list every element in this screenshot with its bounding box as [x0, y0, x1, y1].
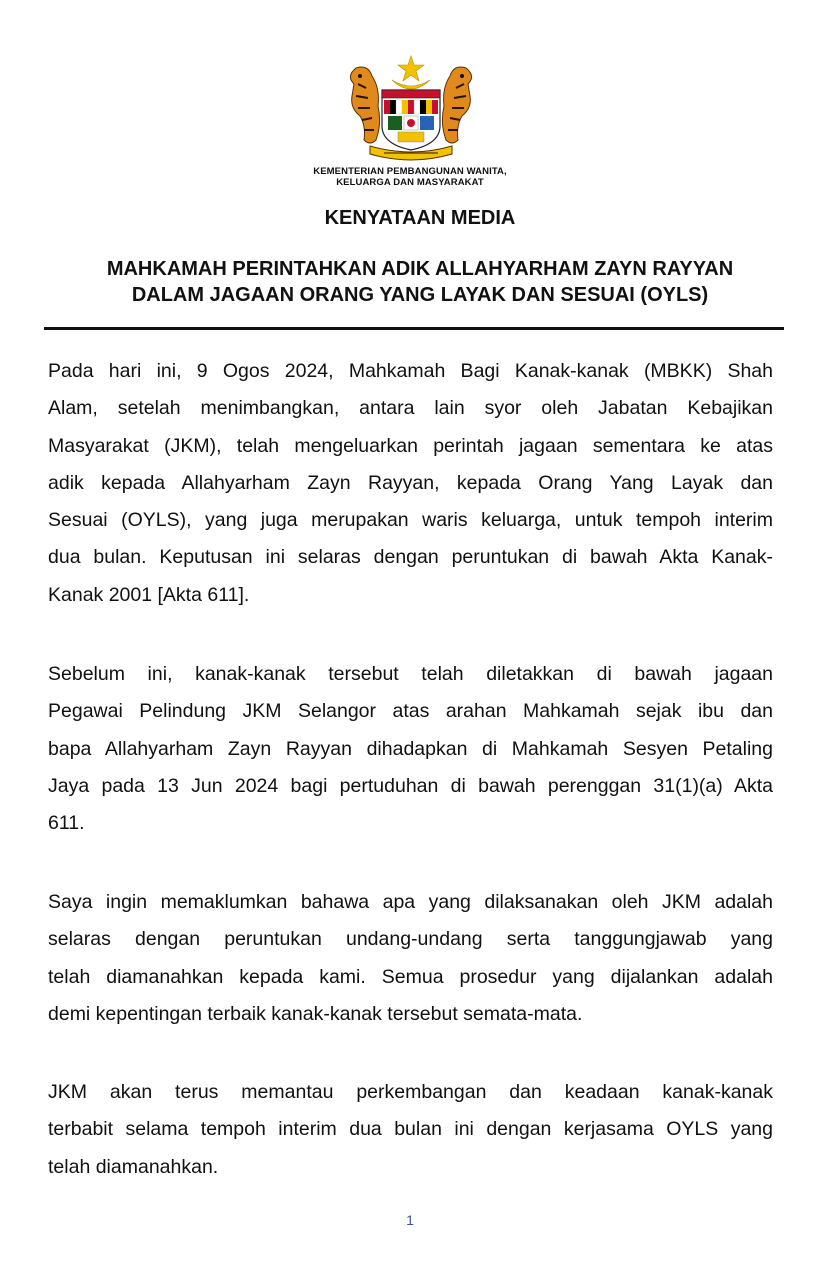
paragraph-line: demi kepentingan terbaik kanak-kanak tersebut semata-mata.	[48, 1002, 583, 1025]
paragraph-line: bapa Allahyarham Zayn Rayyan dihadapkan di Mahkamah Sesyen Petaling	[48, 737, 773, 760]
paragraph-line: Masyarakat (JKM), telah mengeluarkan perintah jagaan sementara ke atas	[48, 434, 773, 457]
page-number: 1	[406, 1212, 414, 1228]
paragraph-line: selaras dengan peruntukan undang-undang serta tanggungjawab yang	[48, 928, 773, 951]
headline-line-1: MAHKAMAH PERINTAHKAN ADIK ALLAHYARHAM ZAYN RAYYAN	[106, 258, 734, 280]
paragraph-1	[48, 353, 773, 614]
paragraph-line: telah diamanahkan.	[48, 1155, 219, 1178]
paragraph-line: telah diamanahkan kepada kami. Semua prosedur yang dijalankan adalah	[48, 965, 773, 988]
paragraph-line: Saya ingin memaklumkan bahawa apa yang dilaksanakan oleh JKM adalah	[48, 891, 773, 913]
headline-line-2: DALAM JAGAAN ORANG YANG LAYAK DAN SESUAI (OYLS)	[131, 284, 709, 306]
document-type-heading: KENYATAAN MEDIA	[324, 207, 516, 229]
paragraph-line: JKM akan terus memantau perkembangan dan keadaan kanak-kanak	[48, 1081, 773, 1103]
ministry-name-line-1: KEMENTERIAN PEMBANGUNAN WANITA,	[313, 166, 507, 177]
paragraph-line: Sesuai (OYLS), yang juga merupakan waris keluarga, untuk tempoh interim	[48, 509, 773, 532]
paragraph-line: 611.	[48, 812, 85, 835]
paragraph-line: terbabit selama tempoh interim dua bulan ini dengan kerjasama OYLS yang	[48, 1118, 773, 1141]
paragraph-line: Pegawai Pelindung JKM Selangor atas arahan Mahkamah sejak ibu dan	[48, 700, 773, 723]
paragraph-3	[48, 884, 773, 1033]
paragraph-line: Sebelum ini, kanak-kanak tersebut telah diletakkan di bawah jagaan	[48, 663, 773, 685]
paragraph-2	[48, 656, 773, 842]
paragraph-line: Jaya pada 13 Jun 2024 bagi pertuduhan di bawah perenggan 31(1)(a) Akta	[48, 774, 773, 797]
paragraph-line: dua bulan. Keputusan ini selaras dengan peruntukan di bawah Akta Kanak-	[48, 546, 773, 569]
paragraph-line: adik kepada Allahyarham Zayn Rayyan, kepada Orang Yang Layak dan	[48, 471, 773, 494]
paragraph-line: Kanak 2001 [Akta 611].	[48, 583, 250, 606]
paragraph-4	[48, 1074, 773, 1186]
paragraph-line: Pada hari ini, 9 Ogos 2024, Mahkamah Bagi Kanak-kanak (MBKK) Shah	[48, 360, 773, 382]
header-divider	[44, 327, 784, 330]
malaysia-coat-of-arms-icon	[340, 54, 482, 166]
paragraph-line: Alam, setelah menimbangkan, antara lain syor oleh Jabatan Kebajikan	[48, 397, 773, 420]
ministry-name-line-2: KELUARGA DAN MASYARAKAT	[336, 177, 484, 188]
